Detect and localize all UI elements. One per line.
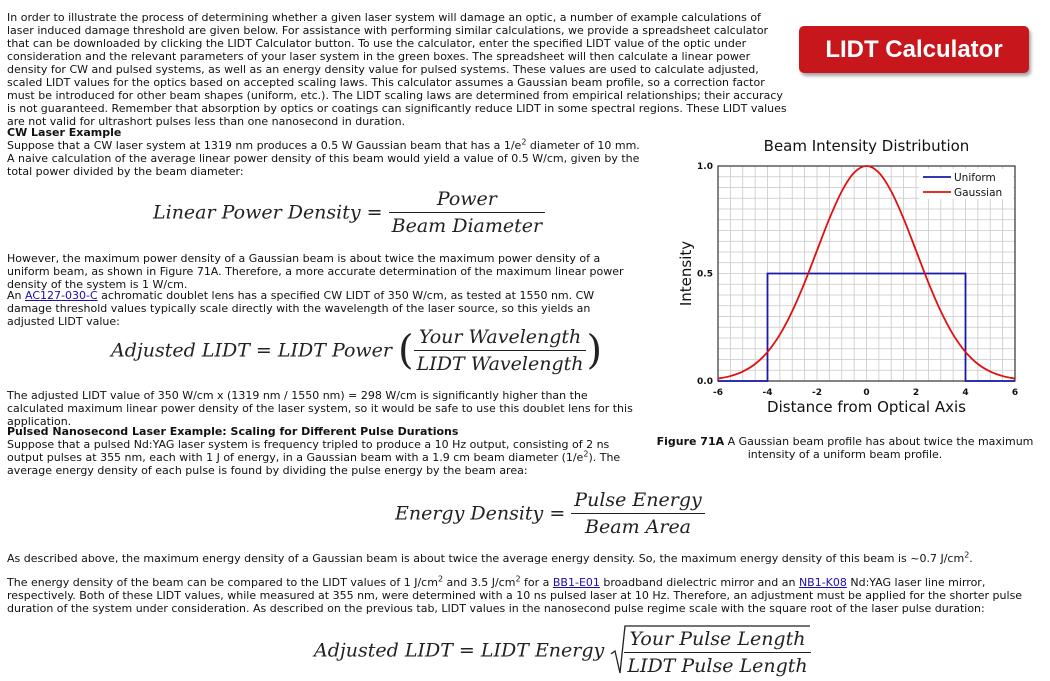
x-tick-label: -6	[713, 388, 723, 398]
lidt-calculator-button[interactable]: LIDT Calculator	[799, 26, 1029, 73]
pulsed-paragraph-3: The energy density of the beam can be compared to the LIDT values of 1 $J/cm^2$ and 3.5 $J/cm^2$ for a BB1-E01 broadband dielectric mirror and an NB1-K08 Nd:YAG laser line mirror, respectively. Both of these LIDT values, while measured at 355 nm, were determined with a 10 ns pulsed laser at 10 Hz. Therefore, an adjustment must be applied for the shorter pulse duration of the system under consideration. As described on the previous tab, LIDT values in the nanosecond pulse regime scale with the square root of the laser pulse duration:	[7, 574, 1023, 615]
cw-example-heading: CW Laser Example	[7, 126, 122, 139]
cw-paragraph-3: An AC127-030-C achromatic doublet lens has a specified CW LIDT of 350 W/cm, as tested at 1550 nm. CW damage threshold values typically scale directly with the wavelength of the laser source, so this yields an adjusted LIDT value:	[7, 289, 595, 328]
adjusted-lidt-wavelength-equation: Adjusted LIDT = LIDT Power ( $\frac{\text{Your Wavelength}}{\text{LIDT Wavelength}}$ )	[111, 326, 603, 375]
cw-paragraph-4: The adjusted LIDT value of 350 W/cm x (1319 nm / 1550 nm) = 298 W/cm is significantly higher than the calculated maximum linear power density of the laser system, so it would be safe to use this doublet lens for this application.	[7, 389, 633, 428]
figure-caption: Figure 71A A Gaussian beam profile has about twice the maximum intensity of a uniform beam profile.	[656, 435, 1034, 461]
x-tick-label: 6	[1011, 388, 1019, 398]
intro-paragraph: In order to illustrate the process of determining whether a given laser system will damage an optic, a number of example calculations of laser induced damage threshold are given below. For assistance with performing similar calculations, we provide a spreadsheet calculator that can be downloaded by clicking the LIDT Calculator button. To use the calculator, enter the specified LIDT value of the optic under consideration and the relevant parameters of your laser system in the green boxes. The spreadsheet will then calculate a linear power density for CW and pulsed systems, as well as an energy density value for pulsed systems. These values are used to calculate adjusted, scaled LIDT values for the optics based on accepted scaling laws. This calculator assumes a Gaussian beam profile, so a correction factor must be introduced for other beam shapes (uniform, etc.). The LIDT scaling laws are determined from empirical relationships; their accuracy is not guaranteed. Remember that absorption by optics or coatings can significantly reduce LIDT in some spectral regions. These LIDT values are not valid for ultrashort pulses less than one nanosecond in duration.	[7, 11, 787, 128]
legend-label-gaussian: Gaussian	[954, 187, 1003, 199]
ac127-030-c-link[interactable]: AC127-030-C	[25, 289, 98, 302]
y-tick-label: 0.5	[697, 269, 713, 280]
pulsed-paragraph-2: As described above, the maximum energy density of a Gaussian beam is about twice the average energy density. So, the maximum energy density of this beam is ~0.7 $J/cm^2$.	[7, 550, 973, 565]
legend-label-uniform: Uniform	[954, 172, 996, 184]
figure-label: Figure 71A	[656, 435, 725, 448]
cw-paragraph-1: Suppose that a CW laser system at 1319 nm produces a 0.5 W Gaussian beam that has a $1/e^2$ diameter of 10 mm. A naive calculation of the average linear power density of this beam would yield a value of 0.5 W/cm, given by the total power divided by the beam diameter:	[7, 137, 640, 178]
energy-density-equation: Energy Density = $\frac{\text{Pulse Energy}}{\text{Beam Area}}$	[395, 489, 705, 538]
adjusted-lidt-pulse-length-equation: Adjusted LIDT = LIDT Energy $\frac{\text{Your Pulse Length}}{\text{LIDT Pulse Length}}$	[314, 624, 811, 677]
nb1-k08-link[interactable]: NB1-K08	[798, 576, 847, 589]
pulsed-paragraph-1: Suppose that a pulsed Nd:YAG laser system is frequency tripled to produce a 10 Hz output, consisting of 2 ns output pulses at 355 nm, each with 1 J of energy, in a Gaussian beam with a 1.9 cm beam diameter $(1/e^2)$. The average energy density of each pulse is found by dividing the pulse energy by the beam area:	[7, 438, 621, 477]
x-tick-label: 2	[912, 388, 920, 398]
cw-paragraph-2: However, the maximum power density of a Gaussian beam is about twice the maximum power density of a uniform beam, as shown in Figure 71A. Therefore, a more accurate determination of the maximum linear power density of the system is 1 W/cm.	[7, 252, 624, 291]
linear-power-density-equation: Linear Power Density = $\frac{\text{Power}}{\text{Beam Diameter}}$	[153, 188, 545, 237]
chart-title: Beam Intensity Distribution	[763, 137, 970, 155]
y-tick-label: 1.0	[697, 162, 713, 172]
x-tick-label: -2	[812, 388, 822, 398]
beam-intensity-chart	[665, 130, 1045, 422]
pulsed-example-heading: Pulsed Nanosecond Laser Example: Scaling for Different Pulse Durations	[7, 425, 459, 438]
x-tick-label: 4	[962, 388, 969, 398]
y-tick-label: 0.0	[697, 377, 713, 387]
x-tick-label: 0	[863, 388, 870, 398]
bb1-e01-link[interactable]: BB1-E01	[552, 576, 600, 589]
x-axis-label: Distance from Optical Axis	[767, 398, 966, 416]
y-axis-label: Intensity	[677, 240, 695, 307]
x-tick-label: -4	[762, 388, 773, 398]
square-root-sign: $\frac{\text{Your Pulse Length}}{\text{LIDT Pulse Length}}$	[610, 624, 810, 677]
